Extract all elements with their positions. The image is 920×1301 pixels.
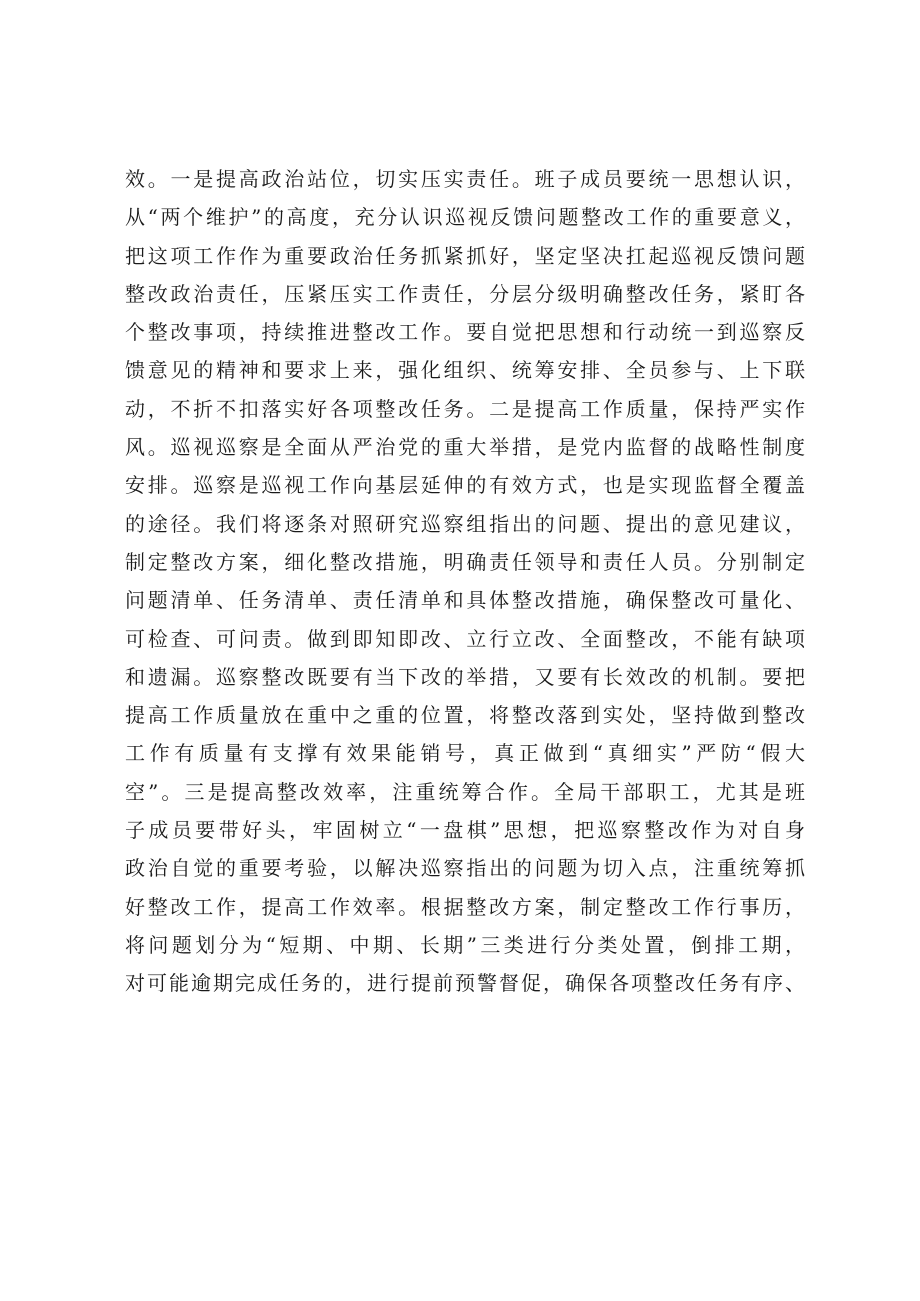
text-line: 提高工作质量放在重中之重的位置，将整改落到实处，坚持做到整改 xyxy=(125,703,805,728)
text-line: 制定整改方案，细化整改措施，明确责任领导和责任人员。分别制定 xyxy=(125,549,805,574)
text-line: 的途径。我们将逐条对照研究巡察组指出的问题、提出的意见建议， xyxy=(125,511,805,536)
text-line: 和遗漏。巡察整改既要有当下改的举措，又要有长效改的机制。要把 xyxy=(125,664,805,689)
text-line: 整改政治责任，压紧压实工作责任，分层分级明确整改任务，紧盯各 xyxy=(125,281,805,306)
text-line: 对可能逾期完成任务的，进行提前预警督促，确保各项整改任务有序、 xyxy=(125,971,805,996)
text-line: 工作有质量有支撑有效果能销号，真正做到“真细实”严防“假大 xyxy=(125,741,805,766)
text-line: 把这项工作作为重要政治任务抓紧抓好，坚定坚决扛起巡视反馈问题 xyxy=(125,243,805,268)
text-line: 动，不折不扣落实好各项整改任务。二是提高工作质量，保持严实作 xyxy=(125,396,805,421)
text-line: 效。一是提高政治站位，切实压实责任。班子成员要统一思想认识， xyxy=(125,167,805,191)
text-line: 馈意见的精神和要求上来，强化组织、统筹安排、全员参与、上下联 xyxy=(125,358,805,383)
text-line: 好整改工作，提高工作效率。根据整改方案，制定整改工作行事历， xyxy=(125,894,805,919)
body-paragraph xyxy=(125,160,805,1003)
text-line: 可检查、可问责。做到即知即改、立行立改、全面整改，不能有缺项 xyxy=(125,626,805,651)
text-line: 安排。巡察是巡视工作向基层延伸的有效方式，也是实现监督全覆盖 xyxy=(125,473,805,498)
text-line: 将问题划分为“短期、中期、长期”三类进行分类处置，倒排工期， xyxy=(125,932,805,957)
text-line: 政治自觉的重要考验，以解决巡察指出的问题为切入点，注重统筹抓 xyxy=(125,856,805,881)
text-line: 从“两个维护”的高度，充分认识巡视反馈问题整改工作的重要意义， xyxy=(125,205,805,230)
text-line: 空”。三是提高整改效率，注重统筹合作。全局干部职工，尤其是班 xyxy=(125,779,805,804)
text-line: 问题清单、任务清单、责任清单和具体整改措施，确保整改可量化、 xyxy=(125,588,805,613)
text-line: 个整改事项，持续推进整改工作。要自觉把思想和行动统一到巡察反 xyxy=(125,320,805,345)
text-line: 子成员要带好头，牢固树立“一盘棋”思想，把巡察整改作为对自身 xyxy=(125,818,805,843)
text-line: 风。巡视巡察是全面从严治党的重大举措，是党内监督的战略性制度 xyxy=(125,435,805,460)
